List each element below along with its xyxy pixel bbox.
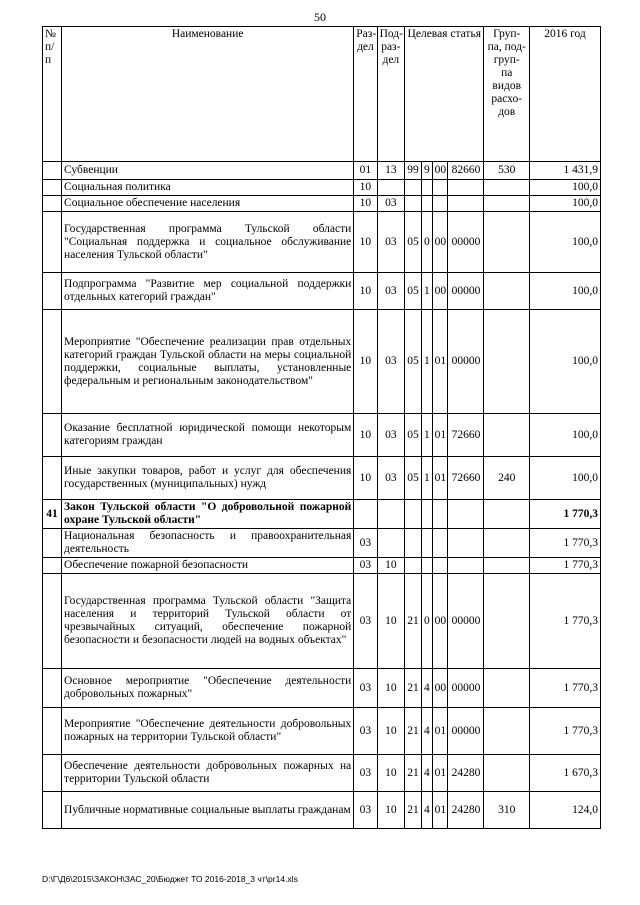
- row-target-event: 01: [432, 755, 448, 792]
- table-row: [43, 212, 601, 273]
- row-target-subprogram: 1: [422, 457, 433, 500]
- header-year: 2016 год: [529, 27, 600, 162]
- row-target-program: [405, 500, 422, 529]
- row-target-event: [432, 180, 448, 196]
- table-row: [43, 414, 601, 457]
- table-row: [43, 669, 601, 708]
- row-podrazdel: 03: [377, 310, 405, 414]
- row-name: Субвенции: [62, 162, 354, 180]
- row-target-subprogram: [422, 558, 433, 574]
- row-target-direction: [448, 196, 484, 212]
- row-podrazdel: 10: [377, 792, 405, 829]
- row-target-direction: [448, 500, 484, 529]
- row-amount: 1 670,3: [529, 755, 600, 792]
- row-target-subprogram: 4: [422, 708, 433, 755]
- row-target-subprogram: 0: [422, 574, 433, 669]
- row-razdel: 10: [354, 212, 377, 273]
- row-target-direction: 00000: [448, 708, 484, 755]
- table-row: [43, 196, 601, 212]
- row-amount: 100,0: [529, 212, 600, 273]
- row-target-event: 01: [432, 310, 448, 414]
- row-num: 41: [43, 500, 62, 529]
- row-razdel: 03: [354, 558, 377, 574]
- row-target-subprogram: 4: [422, 755, 433, 792]
- row-name: Мероприятие "Обеспечение реализации прав отдельных категорий граждан Тульской области на меры социальной поддержки, социальные выплаты, установленные федеральным и региональным законодательством": [62, 310, 354, 414]
- row-expense-group: [484, 755, 530, 792]
- table-row: [43, 180, 601, 196]
- row-expense-group: [484, 529, 530, 558]
- row-target-event: [432, 529, 448, 558]
- table-row: [43, 529, 601, 558]
- row-name: Оказание бесплатной юридической помощи некоторым категориям граждан: [62, 414, 354, 457]
- row-num: [43, 212, 62, 273]
- row-podrazdel: [377, 180, 405, 196]
- row-target-program: 05: [405, 310, 422, 414]
- row-podrazdel: 03: [377, 196, 405, 212]
- row-name: Социальная политика: [62, 180, 354, 196]
- row-target-program: 21: [405, 669, 422, 708]
- row-target-direction: 00000: [448, 574, 484, 669]
- row-expense-group: [484, 180, 530, 196]
- row-razdel: 10: [354, 180, 377, 196]
- row-razdel: 03: [354, 755, 377, 792]
- row-name: Подпрограмма "Развитие мер социальной поддержки отдельных категорий граждан": [62, 273, 354, 310]
- row-target-event: 01: [432, 414, 448, 457]
- row-target-event: 00: [432, 574, 448, 669]
- row-razdel: 03: [354, 708, 377, 755]
- row-razdel: 10: [354, 273, 377, 310]
- row-expense-group: [484, 500, 530, 529]
- row-target-subprogram: [422, 196, 433, 212]
- row-num: [43, 755, 62, 792]
- row-name: Основное мероприятие "Обеспечение деятельности добровольных пожарных": [62, 669, 354, 708]
- row-name: Государственная программа Тульской области "Социальная поддержка и социальное обслуживание населения Тульской области": [62, 212, 354, 273]
- row-podrazdel: 03: [377, 273, 405, 310]
- table-row: [43, 500, 601, 529]
- row-name: Национальная безопасность и правоохранительная деятельность: [62, 529, 354, 558]
- table-row: [43, 792, 601, 829]
- row-name: Государственная программа Тульской области "Защита населения и территорий Тульской области от чрезвычайных ситуаций, обеспечение пожарной безопасности и безопасности людей на водных объектах": [62, 574, 354, 669]
- row-amount: 100,0: [529, 414, 600, 457]
- row-podrazdel: [377, 529, 405, 558]
- row-amount: 1 770,3: [529, 529, 600, 558]
- row-expense-group: [484, 558, 530, 574]
- row-target-event: [432, 500, 448, 529]
- row-target-program: 05: [405, 212, 422, 273]
- row-podrazdel: 10: [377, 574, 405, 669]
- row-target-event: 01: [432, 792, 448, 829]
- row-num: [43, 669, 62, 708]
- row-num: [43, 162, 62, 180]
- row-num: [43, 196, 62, 212]
- row-target-direction: 72660: [448, 414, 484, 457]
- row-amount: 1 431,9: [529, 162, 600, 180]
- row-target-program: 21: [405, 792, 422, 829]
- row-target-program: 21: [405, 708, 422, 755]
- row-target-direction: 82660: [448, 162, 484, 180]
- header-target: Целевая статья: [405, 27, 484, 162]
- table-row: [43, 708, 601, 755]
- row-target-program: [405, 180, 422, 196]
- table-header-row: [43, 27, 601, 162]
- header-razdel: Раз- дел: [354, 27, 377, 162]
- row-target-program: 05: [405, 414, 422, 457]
- row-podrazdel: 03: [377, 212, 405, 273]
- row-razdel: 03: [354, 529, 377, 558]
- row-target-subprogram: 1: [422, 273, 433, 310]
- row-num: [43, 273, 62, 310]
- row-expense-group: [484, 310, 530, 414]
- row-target-direction: 00000: [448, 273, 484, 310]
- table-row: [43, 755, 601, 792]
- row-expense-group: [484, 273, 530, 310]
- row-target-subprogram: [422, 500, 433, 529]
- row-name: Мероприятие "Обеспечение деятельности добровольных пожарных на территории Тульской области": [62, 708, 354, 755]
- row-podrazdel: 13: [377, 162, 405, 180]
- row-expense-group: 310: [484, 792, 530, 829]
- row-target-subprogram: 4: [422, 792, 433, 829]
- row-target-subprogram: 9: [422, 162, 433, 180]
- row-target-program: [405, 558, 422, 574]
- table-row: [43, 558, 601, 574]
- row-target-direction: 00000: [448, 310, 484, 414]
- row-razdel: 03: [354, 792, 377, 829]
- row-amount: 1 770,3: [529, 708, 600, 755]
- row-target-direction: [448, 529, 484, 558]
- row-razdel: 10: [354, 310, 377, 414]
- row-name: Обеспечение деятельности добровольных пожарных на территории Тульской области: [62, 755, 354, 792]
- row-razdel: 10: [354, 196, 377, 212]
- row-target-program: 21: [405, 755, 422, 792]
- row-podrazdel: 10: [377, 669, 405, 708]
- table-row: [43, 273, 601, 310]
- row-amount: 1 770,3: [529, 669, 600, 708]
- row-razdel: [354, 500, 377, 529]
- row-podrazdel: [377, 500, 405, 529]
- row-num: [43, 310, 62, 414]
- row-expense-group: [484, 669, 530, 708]
- row-razdel: 03: [354, 574, 377, 669]
- row-target-direction: [448, 558, 484, 574]
- row-amount: 1 770,3: [529, 500, 600, 529]
- row-target-subprogram: 1: [422, 414, 433, 457]
- row-amount: 100,0: [529, 196, 600, 212]
- row-target-event: 00: [432, 273, 448, 310]
- row-name: Социальное обеспечение населения: [62, 196, 354, 212]
- row-num: [43, 180, 62, 196]
- file-path-footer: D:\Г\Д6\2015\ЗАКОН\ЗАС_20\Бюджет ТО 2016-2018_3 чт\pr14.xls: [42, 874, 298, 884]
- row-num: [43, 414, 62, 457]
- row-name: Закон Тульской области "О добровольной пожарной охране Тульской области": [62, 500, 354, 529]
- row-amount: 100,0: [529, 310, 600, 414]
- row-expense-group: 530: [484, 162, 530, 180]
- row-target-direction: 00000: [448, 212, 484, 273]
- row-target-program: [405, 196, 422, 212]
- row-expense-group: [484, 414, 530, 457]
- table-row: [43, 574, 601, 669]
- row-amount: 1 770,3: [529, 574, 600, 669]
- row-name: Публичные нормативные социальные выплаты гражданам: [62, 792, 354, 829]
- row-num: [43, 574, 62, 669]
- row-target-event: 01: [432, 708, 448, 755]
- row-target-subprogram: 4: [422, 669, 433, 708]
- row-target-program: 99: [405, 162, 422, 180]
- row-target-program: 05: [405, 457, 422, 500]
- page-number: 50: [314, 10, 326, 24]
- row-target-event: 01: [432, 457, 448, 500]
- row-target-direction: [448, 180, 484, 196]
- row-amount: 100,0: [529, 273, 600, 310]
- row-razdel: 01: [354, 162, 377, 180]
- row-num: [43, 792, 62, 829]
- row-target-subprogram: 0: [422, 212, 433, 273]
- table-row: [43, 310, 601, 414]
- row-amount: 100,0: [529, 457, 600, 500]
- row-target-event: 00: [432, 162, 448, 180]
- row-expense-group: [484, 708, 530, 755]
- row-target-event: 00: [432, 212, 448, 273]
- row-target-subprogram: [422, 529, 433, 558]
- row-expense-group: [484, 196, 530, 212]
- row-name: Иные закупки товаров, работ и услуг для обеспечения государственных (муниципальных) нужд: [62, 457, 354, 500]
- header-num: № п/ п: [43, 27, 62, 162]
- row-amount: 124,0: [529, 792, 600, 829]
- row-podrazdel: 03: [377, 457, 405, 500]
- row-razdel: 03: [354, 669, 377, 708]
- row-target-program: [405, 529, 422, 558]
- row-target-event: [432, 558, 448, 574]
- row-expense-group: 240: [484, 457, 530, 500]
- table-row: [43, 162, 601, 180]
- row-amount: 100,0: [529, 180, 600, 196]
- budget-table: [42, 26, 601, 829]
- row-expense-group: [484, 212, 530, 273]
- row-num: [43, 529, 62, 558]
- header-group: Груп- па, под- груп- па видов расхо- дов: [484, 27, 530, 162]
- row-target-direction: 00000: [448, 669, 484, 708]
- row-target-direction: 24280: [448, 755, 484, 792]
- row-amount: 1 770,3: [529, 558, 600, 574]
- row-target-subprogram: 1: [422, 310, 433, 414]
- header-podrazdel: Под- раз- дел: [377, 27, 405, 162]
- row-num: [43, 708, 62, 755]
- row-podrazdel: 10: [377, 558, 405, 574]
- row-target-direction: 24280: [448, 792, 484, 829]
- row-razdel: 10: [354, 457, 377, 500]
- row-expense-group: [484, 574, 530, 669]
- row-target-event: [432, 196, 448, 212]
- row-target-program: 21: [405, 574, 422, 669]
- row-target-program: 05: [405, 273, 422, 310]
- row-podrazdel: 10: [377, 755, 405, 792]
- row-target-subprogram: [422, 180, 433, 196]
- header-name: Наименование: [62, 27, 354, 162]
- row-razdel: 10: [354, 414, 377, 457]
- row-podrazdel: 03: [377, 414, 405, 457]
- row-name: Обеспечение пожарной безопасности: [62, 558, 354, 574]
- table-row: [43, 457, 601, 500]
- row-num: [43, 558, 62, 574]
- row-num: [43, 457, 62, 500]
- row-target-direction: 72660: [448, 457, 484, 500]
- row-podrazdel: 10: [377, 708, 405, 755]
- row-target-event: 00: [432, 669, 448, 708]
